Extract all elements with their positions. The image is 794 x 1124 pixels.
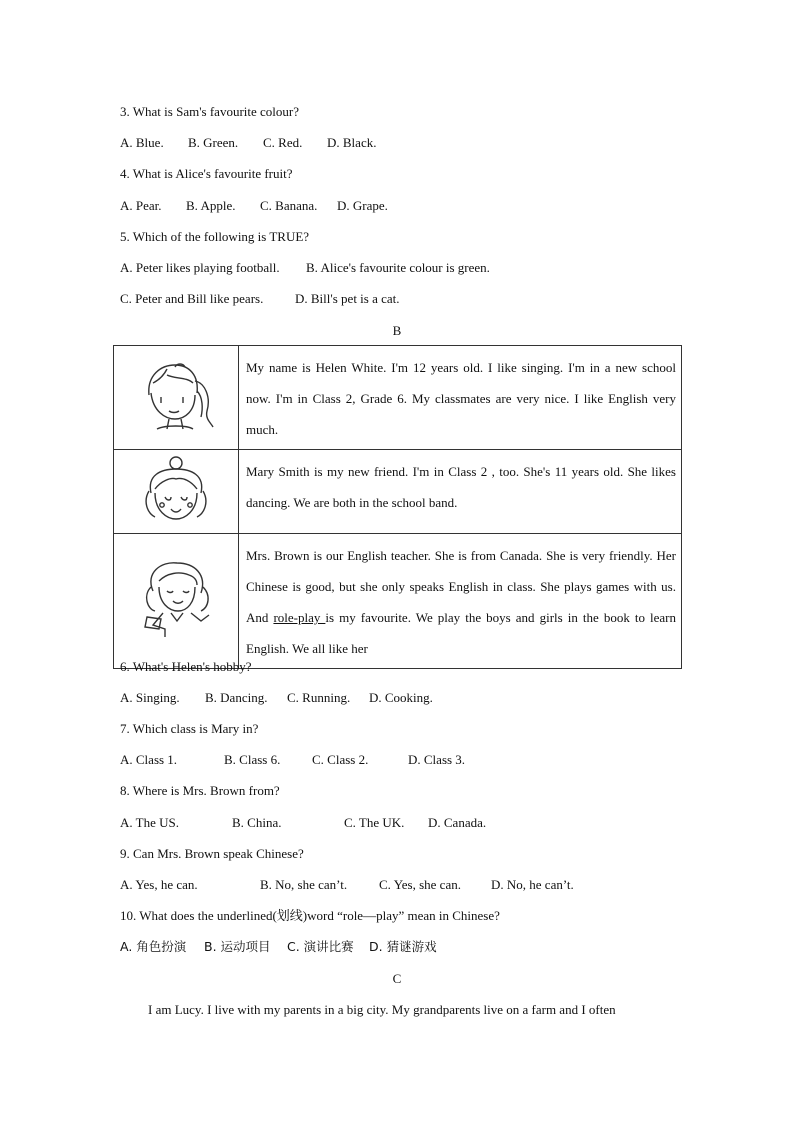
girl-ponytail-icon xyxy=(131,353,221,433)
q9-option-d: D. No, he can’t. xyxy=(491,877,574,892)
question-4: 4. What is Alice's favourite fruit? xyxy=(120,166,293,181)
girl-bun-icon xyxy=(131,453,221,529)
mary-picture-cell xyxy=(114,450,239,534)
passage-c-paragraph: I am Lucy. I live with my parents in a big city. My grandparents live on a farm and I often xyxy=(148,1002,616,1017)
helen-paragraph: My name is Helen White. I'm 12 years old. I like singing. I'm in a new school now. I'm in Class 2, Grade 6. My classmates are very nice. I like English very much. xyxy=(246,360,676,437)
q6-option-c: C. Running. xyxy=(287,690,351,705)
mary-paragraph: Mary Smith is my new friend. I'm in Class 2 , too. She's 11 years old. She likes dancing. We are both in the school band. xyxy=(246,464,676,510)
q10-option-d: D. 猜谜游戏 xyxy=(369,939,437,954)
question-9: 9. Can Mrs. Brown speak Chinese? xyxy=(120,846,304,861)
table-row xyxy=(114,346,682,450)
brown-paragraph-start: Mrs. Brown is our English teacher. She is from Canada. She is very friendly. Her Chinese is good, but she only speaks English in class. She plays games with us. And xyxy=(246,548,676,625)
q7-option-b: B. Class 6. xyxy=(224,752,281,767)
question-3: 3. What is Sam's favourite colour? xyxy=(120,104,300,119)
section-c-heading: C xyxy=(392,971,402,986)
table-row xyxy=(114,534,682,669)
section-b-heading: B xyxy=(392,323,402,338)
reading-table xyxy=(113,345,682,669)
question-6: 6. What's Helen's hobby? xyxy=(120,659,252,674)
q6-option-a: A. Singing. xyxy=(120,690,180,705)
q7-option-a: A. Class 1. xyxy=(120,752,178,767)
q6-option-d: D. Cooking. xyxy=(369,690,433,705)
q8-option-b: B. China. xyxy=(232,815,282,830)
brown-picture-cell xyxy=(114,534,239,669)
q8-option-a: A. The US. xyxy=(120,815,179,830)
teacher-woman-icon xyxy=(131,551,221,641)
q10-option-a: A. 角色扮演 xyxy=(120,939,187,954)
q5-option-d: D. Bill's pet is a cat. xyxy=(295,291,400,306)
q9-option-c: C. Yes, she can. xyxy=(379,877,461,892)
question-8-options xyxy=(120,815,487,831)
q4-option-d: D. Grape. xyxy=(337,198,388,213)
question-7: 7. Which class is Mary in? xyxy=(120,721,259,736)
underlined-word: role-play xyxy=(273,610,326,625)
helen-text-cell xyxy=(239,346,682,450)
q8-option-c: C. The UK. xyxy=(344,815,405,830)
question-3-options xyxy=(120,135,377,151)
q9-option-b: B. No, she can’t. xyxy=(260,877,348,892)
question-4-options xyxy=(120,198,388,214)
q9-option-a: A. Yes, he can. xyxy=(120,877,198,892)
question-6-options xyxy=(120,690,433,706)
q7-option-d: D. Class 3. xyxy=(408,752,466,767)
q5-option-b: B. Alice's favourite colour is green. xyxy=(306,260,490,275)
question-10-options xyxy=(120,939,437,955)
q10-option-c: C. 演讲比赛 xyxy=(287,939,354,954)
question-7-options xyxy=(120,752,466,768)
q4-option-b: B. Apple. xyxy=(186,198,236,213)
q3-option-c: C. Red. xyxy=(263,135,303,150)
q7-option-c: C. Class 2. xyxy=(312,752,369,767)
table-row xyxy=(114,450,682,534)
question-5-options-row2 xyxy=(120,291,400,307)
question-8: 8. Where is Mrs. Brown from? xyxy=(120,783,280,798)
helen-picture-cell xyxy=(114,346,239,450)
question-10: 10. What does the underlined(划线)word “role—play” mean in Chinese? xyxy=(120,908,500,923)
question-9-options xyxy=(120,877,574,893)
brown-paragraph-end: is my favourite. We play the boys and girls in the book to learn English. We all like her xyxy=(246,610,676,656)
q4-option-c: C. Banana. xyxy=(260,198,318,213)
q6-option-b: B. Dancing. xyxy=(205,690,268,705)
question-5-options-row1 xyxy=(120,260,490,276)
q3-option-a: A. Blue. xyxy=(120,135,164,150)
q3-option-d: D. Black. xyxy=(327,135,377,150)
q3-option-b: B. Green. xyxy=(188,135,239,150)
mary-text-cell xyxy=(239,450,682,534)
brown-text-cell xyxy=(239,534,682,669)
question-5: 5. Which of the following is TRUE? xyxy=(120,229,310,244)
q8-option-d: D. Canada. xyxy=(428,815,487,830)
q4-option-a: A. Pear. xyxy=(120,198,162,213)
q5-option-c: C. Peter and Bill like pears. xyxy=(120,291,264,306)
q10-option-b: B. 运动项目 xyxy=(204,939,271,954)
q5-option-a: A. Peter likes playing football. xyxy=(120,260,280,275)
